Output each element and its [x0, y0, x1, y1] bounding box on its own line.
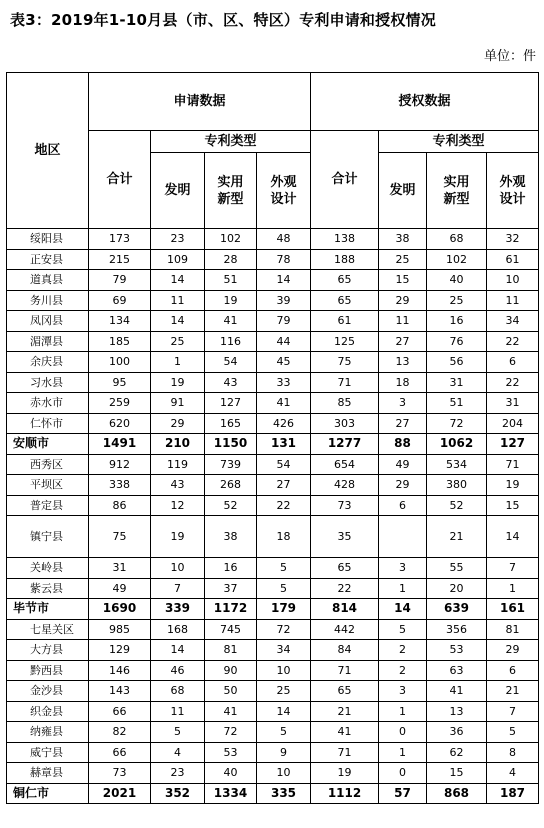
- application-invention-cell: 1: [151, 352, 205, 373]
- grant-total-cell: 84: [311, 640, 379, 661]
- grant-utility-cell: 63: [427, 660, 487, 681]
- application-utility-cell: 38: [205, 516, 257, 558]
- header-grant-total: 合计: [311, 131, 379, 229]
- table-row: [7, 352, 539, 373]
- grant-invention-cell: 3: [379, 681, 427, 702]
- grant-utility-cell: 52: [427, 495, 487, 516]
- grant-total-cell: 85: [311, 393, 379, 414]
- patent-table: [6, 72, 539, 804]
- grant-design-cell: 6: [487, 352, 539, 373]
- grant-total-cell: 41: [311, 722, 379, 743]
- application-total-cell: 146: [89, 660, 151, 681]
- application-utility-cell: 72: [205, 722, 257, 743]
- grant-invention-cell: 57: [379, 783, 427, 804]
- grant-invention-cell: 49: [379, 454, 427, 475]
- region-name: 普定县: [7, 495, 89, 516]
- grant-total-cell: 138: [311, 229, 379, 250]
- unit-label: 单位：件: [483, 49, 536, 64]
- grant-design-cell: 5: [487, 722, 539, 743]
- city-total-row: [7, 783, 539, 804]
- grant-design-cell: 15: [487, 495, 539, 516]
- table-row: [7, 640, 539, 661]
- grant-total-cell: 21: [311, 701, 379, 722]
- application-design-cell: 5: [257, 558, 311, 579]
- application-design-cell: 54: [257, 454, 311, 475]
- grant-design-cell: 7: [487, 701, 539, 722]
- grant-design-cell: 7: [487, 558, 539, 579]
- application-utility-cell: 165: [205, 413, 257, 434]
- grant-total-cell: 1277: [311, 434, 379, 455]
- grant-utility-cell: 68: [427, 229, 487, 250]
- grant-utility-cell: 25: [427, 290, 487, 311]
- application-utility-cell: 19: [205, 290, 257, 311]
- region-name: 大方县: [7, 640, 89, 661]
- region-name: 道真县: [7, 270, 89, 291]
- grant-invention-cell: 15: [379, 270, 427, 291]
- grant-design-cell: 187: [487, 783, 539, 804]
- application-utility-cell: 745: [205, 619, 257, 640]
- application-design-cell: 22: [257, 495, 311, 516]
- table-row: [7, 249, 539, 270]
- region-name: 湄潭县: [7, 331, 89, 352]
- grant-utility-cell: 55: [427, 558, 487, 579]
- grant-utility-cell: 56: [427, 352, 487, 373]
- region-name: 安顺市: [7, 434, 89, 455]
- grant-total-cell: 73: [311, 495, 379, 516]
- header-app-total: 合计: [89, 131, 151, 229]
- application-invention-cell: 210: [151, 434, 205, 455]
- grant-design-cell: 32: [487, 229, 539, 250]
- grant-design-cell: 29: [487, 640, 539, 661]
- header-app-patent-type: 专利类型: [151, 131, 311, 153]
- application-design-cell: 14: [257, 270, 311, 291]
- application-design-cell: 179: [257, 599, 311, 620]
- region-name: 威宁县: [7, 742, 89, 763]
- grant-total-cell: 428: [311, 475, 379, 496]
- grant-invention-cell: 38: [379, 229, 427, 250]
- grant-invention-cell: 1: [379, 701, 427, 722]
- application-utility-cell: 16: [205, 558, 257, 579]
- application-invention-cell: 4: [151, 742, 205, 763]
- application-design-cell: 5: [257, 578, 311, 599]
- region-name: 习水县: [7, 372, 89, 393]
- application-utility-cell: 116: [205, 331, 257, 352]
- application-total-cell: 1690: [89, 599, 151, 620]
- region-name: 七星关区: [7, 619, 89, 640]
- application-design-cell: 27: [257, 475, 311, 496]
- application-invention-cell: 14: [151, 311, 205, 332]
- application-utility-cell: 52: [205, 495, 257, 516]
- application-invention-cell: 68: [151, 681, 205, 702]
- grant-invention-cell: 25: [379, 249, 427, 270]
- application-invention-cell: 23: [151, 229, 205, 250]
- grant-utility-cell: 534: [427, 454, 487, 475]
- table-row: [7, 475, 539, 496]
- grant-invention-cell: 1: [379, 578, 427, 599]
- grant-design-cell: 21: [487, 681, 539, 702]
- application-total-cell: 75: [89, 516, 151, 558]
- header-grant-utility: 实用 新型: [427, 153, 487, 229]
- header-app-utility: 实用 新型: [205, 153, 257, 229]
- application-utility-cell: 54: [205, 352, 257, 373]
- city-total-row: [7, 599, 539, 620]
- grant-design-cell: 161: [487, 599, 539, 620]
- application-invention-cell: 23: [151, 763, 205, 784]
- table-row: [7, 495, 539, 516]
- application-total-cell: 620: [89, 413, 151, 434]
- table-row: [7, 229, 539, 250]
- grant-invention-cell: 5: [379, 619, 427, 640]
- table-row: [7, 454, 539, 475]
- application-total-cell: 143: [89, 681, 151, 702]
- grant-total-cell: 654: [311, 454, 379, 475]
- grant-invention-cell: 2: [379, 660, 427, 681]
- application-invention-cell: 29: [151, 413, 205, 434]
- region-name: 平坝区: [7, 475, 89, 496]
- grant-design-cell: 81: [487, 619, 539, 640]
- region-name: 余庆县: [7, 352, 89, 373]
- application-design-cell: 25: [257, 681, 311, 702]
- header-grant-invention: 发明: [379, 153, 427, 229]
- grant-total-cell: 22: [311, 578, 379, 599]
- grant-design-cell: 8: [487, 742, 539, 763]
- grant-utility-cell: 72: [427, 413, 487, 434]
- grant-invention-cell: 29: [379, 475, 427, 496]
- table-row: [7, 372, 539, 393]
- grant-design-cell: 71: [487, 454, 539, 475]
- region-name: 西秀区: [7, 454, 89, 475]
- grant-total-cell: 303: [311, 413, 379, 434]
- region-name: 正安县: [7, 249, 89, 270]
- grant-invention-cell: 6: [379, 495, 427, 516]
- region-name: 务川县: [7, 290, 89, 311]
- region-name: 关岭县: [7, 558, 89, 579]
- region-name: 织金县: [7, 701, 89, 722]
- header-application: 申请数据: [89, 73, 311, 131]
- application-utility-cell: 739: [205, 454, 257, 475]
- grant-invention-cell: 29: [379, 290, 427, 311]
- application-total-cell: 31: [89, 558, 151, 579]
- grant-utility-cell: 20: [427, 578, 487, 599]
- grant-total-cell: 442: [311, 619, 379, 640]
- application-total-cell: 73: [89, 763, 151, 784]
- table-row: [7, 393, 539, 414]
- application-utility-cell: 51: [205, 270, 257, 291]
- application-invention-cell: 19: [151, 516, 205, 558]
- grant-invention-cell: 3: [379, 558, 427, 579]
- application-utility-cell: 37: [205, 578, 257, 599]
- grant-total-cell: 71: [311, 660, 379, 681]
- grant-invention-cell: 27: [379, 413, 427, 434]
- table-row: [7, 722, 539, 743]
- grant-utility-cell: 41: [427, 681, 487, 702]
- application-design-cell: 45: [257, 352, 311, 373]
- application-design-cell: 335: [257, 783, 311, 804]
- application-design-cell: 426: [257, 413, 311, 434]
- table-row: [7, 681, 539, 702]
- application-total-cell: 86: [89, 495, 151, 516]
- application-design-cell: 39: [257, 290, 311, 311]
- header-region: 地区: [7, 73, 89, 229]
- region-name: 毕节市: [7, 599, 89, 620]
- grant-utility-cell: 356: [427, 619, 487, 640]
- region-name: 凤冈县: [7, 311, 89, 332]
- grant-utility-cell: 21: [427, 516, 487, 558]
- application-total-cell: 100: [89, 352, 151, 373]
- table-row: [7, 701, 539, 722]
- application-invention-cell: 109: [151, 249, 205, 270]
- grant-total-cell: 1112: [311, 783, 379, 804]
- application-invention-cell: 10: [151, 558, 205, 579]
- application-design-cell: 10: [257, 660, 311, 681]
- grant-invention-cell: 3: [379, 393, 427, 414]
- application-invention-cell: 43: [151, 475, 205, 496]
- grant-design-cell: 22: [487, 372, 539, 393]
- application-design-cell: 18: [257, 516, 311, 558]
- application-invention-cell: 352: [151, 783, 205, 804]
- table-row: [7, 578, 539, 599]
- region-name: 仁怀市: [7, 413, 89, 434]
- application-invention-cell: 7: [151, 578, 205, 599]
- grant-total-cell: 75: [311, 352, 379, 373]
- table-body: [7, 229, 539, 804]
- grant-total-cell: 71: [311, 372, 379, 393]
- grant-invention-cell: 0: [379, 722, 427, 743]
- application-total-cell: 185: [89, 331, 151, 352]
- application-invention-cell: 14: [151, 640, 205, 661]
- application-utility-cell: 41: [205, 701, 257, 722]
- application-design-cell: 44: [257, 331, 311, 352]
- grant-utility-cell: 1062: [427, 434, 487, 455]
- grant-utility-cell: 13: [427, 701, 487, 722]
- table-row: [7, 516, 539, 558]
- grant-design-cell: 19: [487, 475, 539, 496]
- table-row: [7, 660, 539, 681]
- application-invention-cell: 168: [151, 619, 205, 640]
- grant-design-cell: 14: [487, 516, 539, 558]
- grant-invention-cell: 14: [379, 599, 427, 620]
- application-invention-cell: 19: [151, 372, 205, 393]
- table-row: [7, 742, 539, 763]
- grant-total-cell: 65: [311, 290, 379, 311]
- grant-utility-cell: 76: [427, 331, 487, 352]
- application-utility-cell: 90: [205, 660, 257, 681]
- table-row: [7, 619, 539, 640]
- application-total-cell: 129: [89, 640, 151, 661]
- table-row: [7, 270, 539, 291]
- page-title: 表3：2019年1-10月县（市、区、特区）专利申请和授权情况: [10, 11, 436, 29]
- grant-design-cell: 204: [487, 413, 539, 434]
- grant-invention-cell: 2: [379, 640, 427, 661]
- grant-utility-cell: 51: [427, 393, 487, 414]
- grant-design-cell: 61: [487, 249, 539, 270]
- application-utility-cell: 102: [205, 229, 257, 250]
- application-total-cell: 912: [89, 454, 151, 475]
- grant-design-cell: 1: [487, 578, 539, 599]
- application-invention-cell: 339: [151, 599, 205, 620]
- application-invention-cell: 11: [151, 701, 205, 722]
- application-total-cell: 66: [89, 701, 151, 722]
- grant-utility-cell: 40: [427, 270, 487, 291]
- grant-utility-cell: 15: [427, 763, 487, 784]
- application-total-cell: 82: [89, 722, 151, 743]
- application-design-cell: 79: [257, 311, 311, 332]
- grant-invention-cell: 18: [379, 372, 427, 393]
- table-row: [7, 311, 539, 332]
- application-total-cell: 66: [89, 742, 151, 763]
- application-utility-cell: 81: [205, 640, 257, 661]
- region-name: 紫云县: [7, 578, 89, 599]
- application-utility-cell: 40: [205, 763, 257, 784]
- application-design-cell: 5: [257, 722, 311, 743]
- grant-invention-cell: 27: [379, 331, 427, 352]
- application-total-cell: 134: [89, 311, 151, 332]
- application-invention-cell: 46: [151, 660, 205, 681]
- region-name: 赤水市: [7, 393, 89, 414]
- application-design-cell: 9: [257, 742, 311, 763]
- grant-invention-cell: 11: [379, 311, 427, 332]
- application-design-cell: 34: [257, 640, 311, 661]
- application-utility-cell: 43: [205, 372, 257, 393]
- grant-utility-cell: 102: [427, 249, 487, 270]
- grant-design-cell: 34: [487, 311, 539, 332]
- region-name: 金沙县: [7, 681, 89, 702]
- application-utility-cell: 127: [205, 393, 257, 414]
- application-total-cell: 79: [89, 270, 151, 291]
- application-utility-cell: 53: [205, 742, 257, 763]
- grant-design-cell: 4: [487, 763, 539, 784]
- grant-total-cell: 125: [311, 331, 379, 352]
- application-design-cell: 10: [257, 763, 311, 784]
- header-app-design: 外观 设计: [257, 153, 311, 229]
- application-utility-cell: 28: [205, 249, 257, 270]
- grant-invention-cell: 1: [379, 742, 427, 763]
- application-invention-cell: 91: [151, 393, 205, 414]
- application-design-cell: 131: [257, 434, 311, 455]
- application-design-cell: 14: [257, 701, 311, 722]
- application-total-cell: 173: [89, 229, 151, 250]
- grant-invention-cell: 13: [379, 352, 427, 373]
- grant-utility-cell: 36: [427, 722, 487, 743]
- application-design-cell: 41: [257, 393, 311, 414]
- application-invention-cell: 11: [151, 290, 205, 311]
- grant-total-cell: 61: [311, 311, 379, 332]
- region-name: 黔西县: [7, 660, 89, 681]
- table-row: [7, 558, 539, 579]
- application-utility-cell: 50: [205, 681, 257, 702]
- header-app-invention: 发明: [151, 153, 205, 229]
- grant-design-cell: 6: [487, 660, 539, 681]
- grant-utility-cell: 53: [427, 640, 487, 661]
- grant-invention-cell: 88: [379, 434, 427, 455]
- application-utility-cell: 1172: [205, 599, 257, 620]
- application-invention-cell: 12: [151, 495, 205, 516]
- application-utility-cell: 41: [205, 311, 257, 332]
- grant-utility-cell: 639: [427, 599, 487, 620]
- application-total-cell: 985: [89, 619, 151, 640]
- application-invention-cell: 25: [151, 331, 205, 352]
- region-name: 镇宁县: [7, 516, 89, 558]
- region-name: 绥阳县: [7, 229, 89, 250]
- grant-utility-cell: 31: [427, 372, 487, 393]
- application-invention-cell: 5: [151, 722, 205, 743]
- application-total-cell: 215: [89, 249, 151, 270]
- grant-design-cell: 11: [487, 290, 539, 311]
- grant-invention-cell: [379, 516, 427, 558]
- region-name: 赫章县: [7, 763, 89, 784]
- application-total-cell: 259: [89, 393, 151, 414]
- application-total-cell: 49: [89, 578, 151, 599]
- grant-utility-cell: 62: [427, 742, 487, 763]
- table-row: [7, 413, 539, 434]
- grant-total-cell: 188: [311, 249, 379, 270]
- application-total-cell: 2021: [89, 783, 151, 804]
- application-utility-cell: 268: [205, 475, 257, 496]
- region-name: 纳雍县: [7, 722, 89, 743]
- grant-utility-cell: 868: [427, 783, 487, 804]
- region-name: 铜仁市: [7, 783, 89, 804]
- grant-total-cell: 71: [311, 742, 379, 763]
- header-grant-design: 外观 设计: [487, 153, 539, 229]
- grant-total-cell: 35: [311, 516, 379, 558]
- grant-total-cell: 65: [311, 270, 379, 291]
- header-grant-patent-type: 专利类型: [379, 131, 539, 153]
- grant-total-cell: 19: [311, 763, 379, 784]
- application-total-cell: 69: [89, 290, 151, 311]
- grant-utility-cell: 380: [427, 475, 487, 496]
- application-design-cell: 48: [257, 229, 311, 250]
- application-invention-cell: 14: [151, 270, 205, 291]
- application-design-cell: 33: [257, 372, 311, 393]
- grant-utility-cell: 16: [427, 311, 487, 332]
- grant-design-cell: 10: [487, 270, 539, 291]
- application-total-cell: 1491: [89, 434, 151, 455]
- grant-total-cell: 65: [311, 681, 379, 702]
- application-utility-cell: 1334: [205, 783, 257, 804]
- grant-design-cell: 22: [487, 331, 539, 352]
- application-total-cell: 95: [89, 372, 151, 393]
- header-grant: 授权数据: [311, 73, 539, 131]
- application-design-cell: 72: [257, 619, 311, 640]
- application-utility-cell: 1150: [205, 434, 257, 455]
- application-invention-cell: 119: [151, 454, 205, 475]
- application-design-cell: 78: [257, 249, 311, 270]
- grant-total-cell: 814: [311, 599, 379, 620]
- application-total-cell: 338: [89, 475, 151, 496]
- grant-total-cell: 65: [311, 558, 379, 579]
- grant-design-cell: 127: [487, 434, 539, 455]
- grant-invention-cell: 0: [379, 763, 427, 784]
- table-row: [7, 290, 539, 311]
- table-row: [7, 331, 539, 352]
- city-total-row: [7, 434, 539, 455]
- grant-design-cell: 31: [487, 393, 539, 414]
- table-row: [7, 763, 539, 784]
